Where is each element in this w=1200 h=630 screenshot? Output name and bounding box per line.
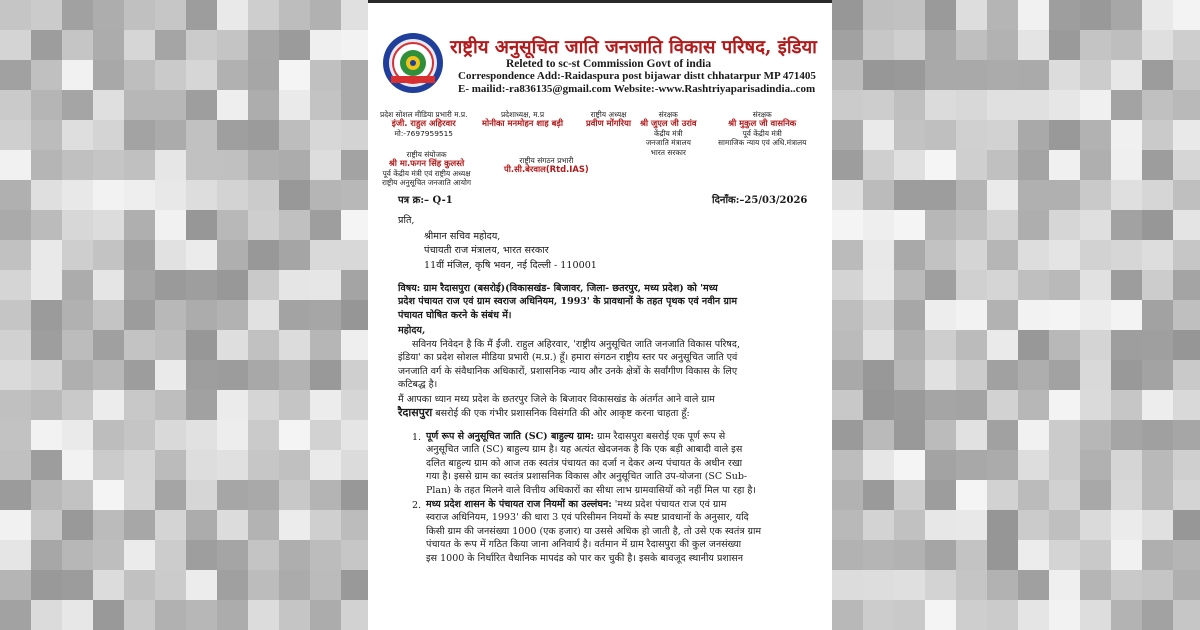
paragraph-line: कटिबद्ध है।: [398, 379, 438, 391]
paragraph-line: बसरोई की एक गंभीर प्रशासनिक विसंगति की ओर आकृष्ट करना चाहता हूँ:: [432, 408, 690, 420]
letter-page: [368, 0, 832, 630]
official-patron-2: [718, 110, 806, 148]
official-organization-incharge: [504, 156, 589, 175]
official-patron-1: [640, 110, 697, 157]
official-title: प्रदेशाध्यक्ष, म.प्र: [500, 110, 545, 119]
paragraph-line: 'मध्य प्रदेश पंचायत राज एवं ग्राम: [611, 499, 727, 510]
point-number: 2.: [412, 500, 422, 511]
subject-line: विषय: ग्राम रैदासपुरा (बसरोई)(विकासखंड- बिजावर, जिला- छतरपुर, मध्य प्रदेश) को 'मध्य: [398, 283, 718, 294]
official-title: राष्ट्रीय अध्यक्ष: [590, 110, 627, 119]
organization-subtitle: Releted to sc-st Commission Govt of india: [506, 58, 712, 70]
official-detail: सामाजिक न्याय एवं अधि.मंत्रालय: [718, 138, 807, 148]
paragraph-line: ग्राम रैदासपुरा बसरोई एक पूर्ण रूप से: [594, 431, 726, 442]
official-name: इंजी. राहुल अहिरवार: [391, 118, 456, 129]
paragraph-line: मैं आपका ध्यान मध्य प्रदेश के छतरपुर जिले के बिजावर विकासखंड के अंतर्गत आने वाले ग्राम: [398, 394, 715, 405]
official-title: राष्ट्रीय संगठन प्रभारी: [519, 156, 574, 165]
subject-line: प्रदेश पंचायत राज एवं ग्राम स्वराज अधिनियम, 1993' के प्रावधानों के तहत पृथक एवं नवीन ग्राम: [398, 296, 738, 308]
paragraph-line: स्वराज अधिनियम, 1993' की धारा 3 एवं परिसीमन नियमों के स्पष्ट प्रावधानों के अनुसार, यदि: [426, 512, 749, 524]
official-detail: जनजाति मंत्रालय: [645, 138, 691, 148]
paragraph-line: किसी ग्राम की जनसंख्या 1000 (एक हजार) या उससे अधिक हो जाती है, तो उसे एक स्वतंत्र ग्राम: [426, 525, 762, 537]
official-name: श्री जुएल जी उरांव: [640, 118, 697, 129]
paragraph-line: इंडिया' का प्रदेश सोशल मीडिया प्रभारी (म.प्र.) हूँ। हमारा संगठन राष्ट्रीय स्तर पर अनुसूचित जाति एवं: [398, 352, 738, 364]
paragraph-line: अनुसूचित जाति (SC) बाहुल्य ग्राम है। यह अत्यंत खेदजनक है कि एक बड़ी आबादी वाले इस: [426, 444, 743, 456]
attention-paragraph: [398, 393, 776, 421]
blurred-background-right: [832, 0, 1200, 630]
official-phone: मो:-7697959515: [394, 128, 453, 138]
village-name: रैदासपुरा: [398, 406, 433, 420]
official-title: राष्ट्रीय संयोजक: [406, 150, 447, 159]
to-label: प्रति,: [398, 215, 415, 226]
official-detail: भारत सरकार: [650, 147, 686, 157]
official-national-convener: [382, 150, 471, 188]
email-website-line: E- mailid:-ra836135@gmail.com Website:-www.Rashtriyaparisadindia..com: [458, 83, 816, 95]
paragraph-line: Plan) के तहत मिलने वाले वित्तीय अधिकारों का सीधा लाभ ग्रामवासियों को नहीं मिल पा रहा है।: [426, 484, 757, 496]
paragraph-line: दलित बाहुल्य ग्राम को आज तक स्वतंत्र पंचायत का दर्जा न देकर अन्य पंचायत के अधीन रखा: [426, 457, 743, 469]
official-detail: केंद्रीय मंत्री: [654, 128, 683, 138]
official-name: श्री मुकुल जी वासनिक: [728, 118, 797, 129]
official-name: मोनीका मनमोहन शाह बड़ी: [482, 118, 564, 129]
point-number: 1.: [412, 432, 422, 443]
correspondence-address: Correspondence Add:-Raidaspura post bijawar distt chhatarpur MP 471405: [458, 70, 816, 82]
point-heading: पूर्ण रूप से अनुसूचित जाति (SC) बाहुल्य ग्राम:: [426, 431, 595, 442]
official-national-president: [586, 110, 631, 129]
recipient-address: 11वीं मंजिल, कृषि भवन, नई दिल्ली - 110001: [424, 260, 597, 271]
official-detail: पूर्व केंद्रीय मंत्री एवं राष्ट्रीय अध्यक्ष: [382, 168, 471, 178]
official-name: प्रवीण मोंगरिया: [586, 118, 632, 129]
official-name: श्री मा.फगन सिंह कुलस्ते: [388, 158, 465, 169]
point-heading: मध्य प्रदेश शासन के पंचायत राज नियमों का उल्लंघन:: [426, 499, 612, 510]
official-state-president: [482, 110, 563, 129]
top-border: [368, 0, 832, 3]
official-title: संरक्षक: [752, 110, 772, 119]
letter-date: दिनाँक:–25/03/2026: [712, 195, 808, 206]
point-2: [426, 498, 804, 565]
reference-number: पत्र क्र:– Q-1: [398, 195, 453, 206]
paragraph-line: गया है। इससे ग्राम का स्वतंत्र प्रशासनिक विकास और अनुसूचित जाति उप-योजना (SC Sub-: [426, 471, 748, 483]
blurred-background-left: [0, 0, 368, 630]
official-name: पी.सी.बेरवाल(Rtd.IAS): [504, 164, 589, 175]
recipient-designation: श्रीमान सचिव महोदय,: [424, 231, 501, 242]
paragraph-line: सविनय निवेदन है कि मैं ईंजी. राहुल अहिरवार, 'राष्ट्रीय अनुसूचित जाति जनजाति विकास परिषद,: [412, 339, 740, 350]
intro-paragraph: [398, 338, 776, 392]
point-1: [426, 430, 804, 497]
salutation: महोदय,: [398, 325, 426, 336]
paragraph-line: पंचायत के रूप में गठित किया जाना अनिवार्य है। वर्तमान में ग्राम रैदासपुरा की कुल जनसंख्या: [426, 539, 742, 551]
subject-block: [398, 282, 776, 322]
official-title: प्रदेश सोशल मीडिया प्रभारी म.प्र.: [380, 110, 468, 119]
subject-line: पंचायत घोषित करने के संबंध में।: [398, 309, 512, 321]
paragraph-line: जनजाति वर्ग के संवैधानिक अधिकारों, प्रशासनिक न्याय और उनके क्षेत्रों के सर्वांगीण विकास के लिए: [398, 365, 738, 377]
official-social-media-incharge: [380, 110, 467, 138]
official-detail: पूर्व केंद्रीय मंत्री: [742, 128, 782, 138]
organization-name: राष्ट्रीय अनुसूचित जाति जनजाति विकास परिषद, इंडिया: [450, 37, 817, 58]
official-title: संरक्षक: [658, 110, 678, 119]
organization-logo-emblem: [382, 32, 444, 94]
paragraph-line: इस 1000 के निर्धारित वैधानिक मापदंड को पार कर चुकी है। इसके बावजूद स्थानीय प्रशासन: [426, 552, 743, 564]
recipient-ministry: पंचायती राज मंत्रालय, भारत सरकार: [424, 245, 549, 256]
official-detail: राष्ट्रीय अनुसूचित जनजाति आयोग: [382, 178, 472, 188]
